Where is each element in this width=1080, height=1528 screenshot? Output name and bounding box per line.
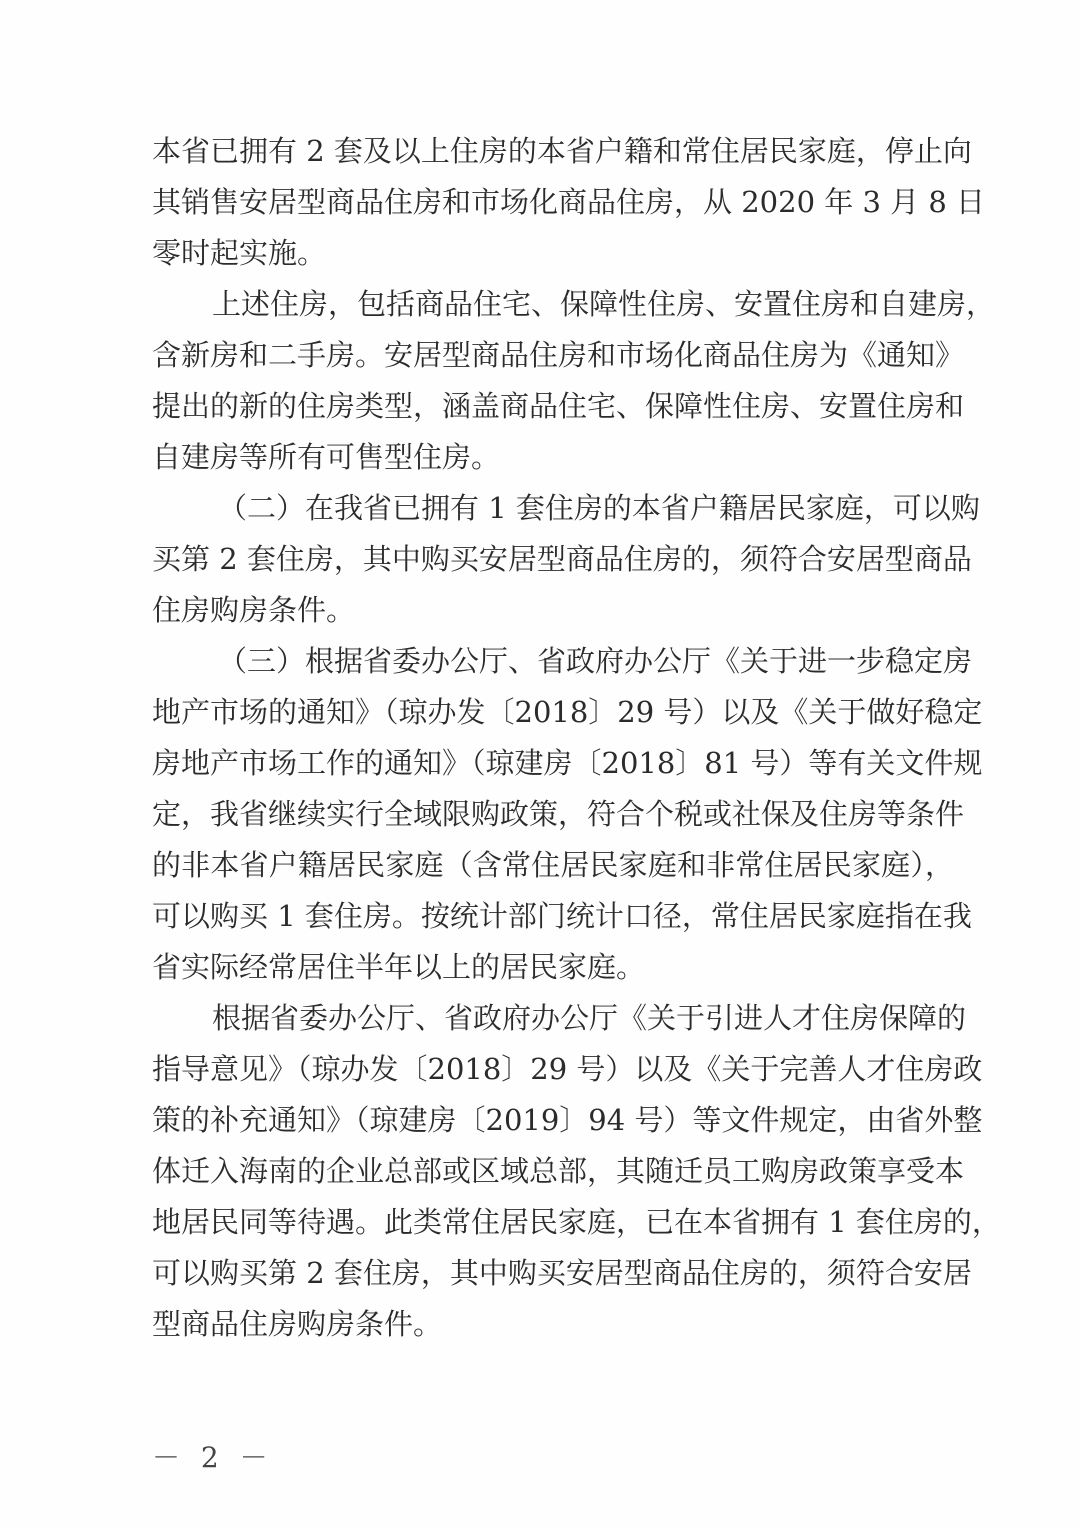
text-line: 定，我省继续实行全域限购政策，符合个税或社保及住房等条件 — [152, 797, 965, 831]
text-line: 的非本省户籍居民家庭（含常住居民家庭和非常住居民家庭）， — [152, 848, 954, 882]
text-line: 可以购买 1 套住房。按统计部门统计口径，常住居民家庭指在我 — [152, 899, 972, 933]
text-line: 指导意见》（琼办发〔2018〕29 号）以及《关于完善人才住房政 — [152, 1052, 983, 1086]
text-line: 上述住房，包括商品住宅、保障性住房、安置住房和自建房， — [212, 287, 996, 321]
text-line: 地居民同等待遇。此类常住居民家庭，已在本省拥有 1 套住房的， — [152, 1205, 1001, 1239]
page-number: － 2 － — [152, 1441, 274, 1474]
text-line: 买第 2 套住房，其中购买安居型商品住房的，须符合安居型商品 — [152, 542, 972, 576]
text-line: 住房购房条件。 — [152, 593, 356, 627]
text-line: 策的补充通知》（琼建房〔2019〕94 号）等文件规定，由省外整 — [152, 1103, 983, 1137]
document-body — [152, 126, 1001, 1350]
paragraph-2 — [152, 279, 996, 483]
text-line: （二）在我省已拥有 1 套住房的本省户籍居民家庭，可以购 — [218, 491, 980, 525]
paragraph-1 — [152, 126, 986, 279]
text-line: 提出的新的住房类型，涵盖商品住宅、保障性住房、安置住房和 — [152, 389, 965, 423]
text-line: 自建房等所有可售型住房。 — [152, 440, 501, 474]
text-line: （三）根据省委办公厅、省政府办公厅《关于进一步稳定房 — [218, 644, 973, 678]
text-line: 本省已拥有 2 套及以上住房的本省户籍和常住居民家庭，停止向 — [152, 134, 972, 168]
paragraph-5 — [152, 993, 1001, 1350]
text-line: 零时起实施。 — [152, 236, 327, 270]
text-line: 含新房和二手房。安居型商品住房和市场化商品住房为《通知》 — [152, 338, 965, 372]
text-line: 体迁入海南的企业总部或区域总部，其随迁员工购房政策享受本 — [152, 1154, 965, 1188]
paragraph-3 — [152, 483, 980, 636]
paragraph-4 — [152, 636, 983, 993]
text-line: 省实际经常居住半年以上的居民家庭。 — [152, 950, 646, 984]
text-line: 根据省委办公厅、省政府办公厅《关于引进人才住房保障的 — [212, 1001, 967, 1035]
text-line: 房地产市场工作的通知》（琼建房〔2018〕81 号）等有关文件规 — [152, 746, 983, 780]
text-line: 地产市场的通知》（琼办发〔2018〕29 号）以及《关于做好稳定 — [152, 695, 983, 729]
text-line: 其销售安居型商品住房和市场化商品住房，从 2020 年 3 月 8 日 — [152, 185, 986, 219]
text-line: 可以购买第 2 套住房，其中购买安居型商品住房的，须符合安居 — [152, 1256, 972, 1290]
text-line: 型商品住房购房条件。 — [152, 1307, 443, 1341]
